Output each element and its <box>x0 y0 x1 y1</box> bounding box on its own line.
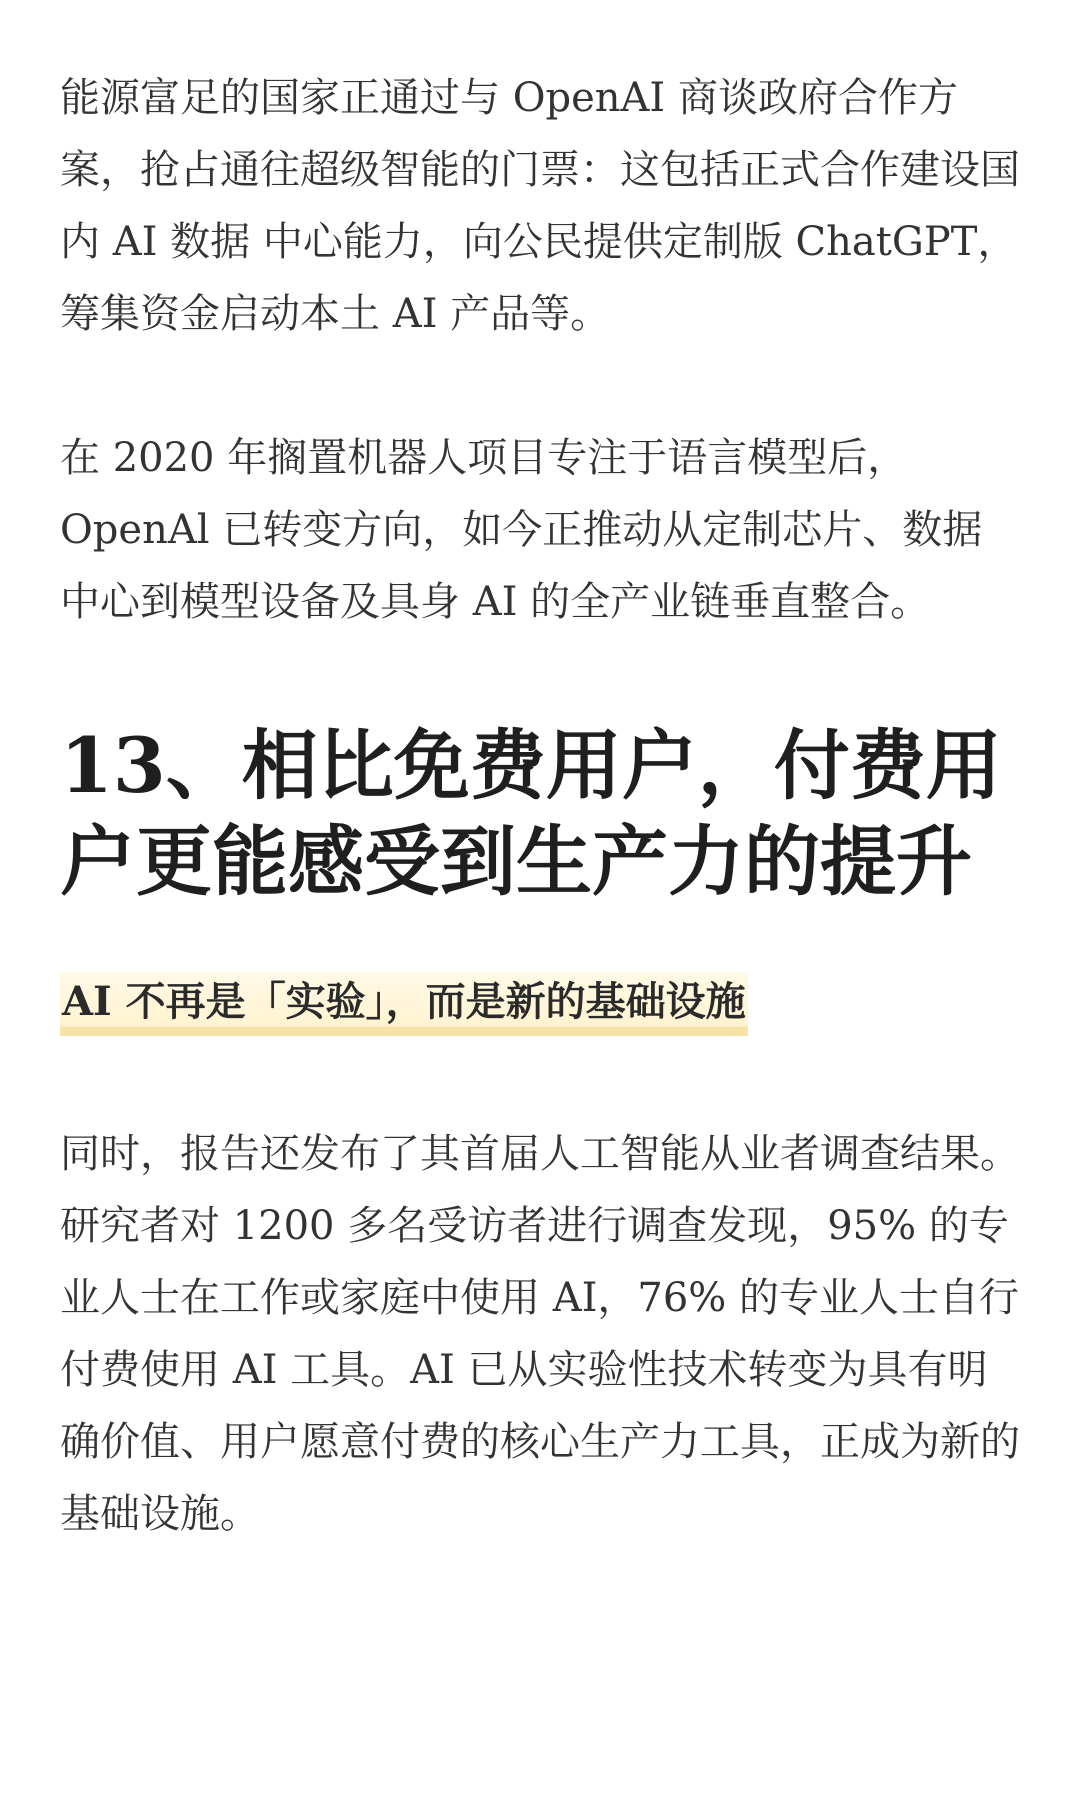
section-heading: 13、相比免费用户，付费用户更能感受到生产力的提升 <box>60 721 1002 906</box>
article-body <box>60 62 1020 1550</box>
highlight-subheading: AI 不再是「实验」，而是新的基础设施 <box>60 972 748 1036</box>
paragraph-energy-nations: 能源富足的国家正通过与 OpenAI 商谈政府合作方案，抢占通往超级智能的门票：这包括正式合作建设国内 AI 数据 中心能力，向公民提供定制版 ChatGPT，筹集资金启动本土 AI 产品等。 <box>60 75 1020 337</box>
paragraph-openai-vertical-integration: 在 2020 年搁置机器人项目专注于语言模型后，OpenAl 已转变方向，如今正推动从定制芯片、数据中心到模型设备及具身 AI 的全产业链垂直整合。 <box>60 435 983 625</box>
highlight-subheading-container <box>60 972 1020 1036</box>
paragraph-survey-results: 同时，报告还发布了其首届人工智能从业者调查结果。研究者对 1200 多名受访者进行调查发现，95% 的专业人士在工作或家庭中使用 AI，76% 的专业人士自行付费使用 AI 工具。AI 已从实验性技术转变为具有明确价值、用户愿意付费的核心生产力工具，正成为新的基础设施。 <box>60 1131 1020 1537</box>
